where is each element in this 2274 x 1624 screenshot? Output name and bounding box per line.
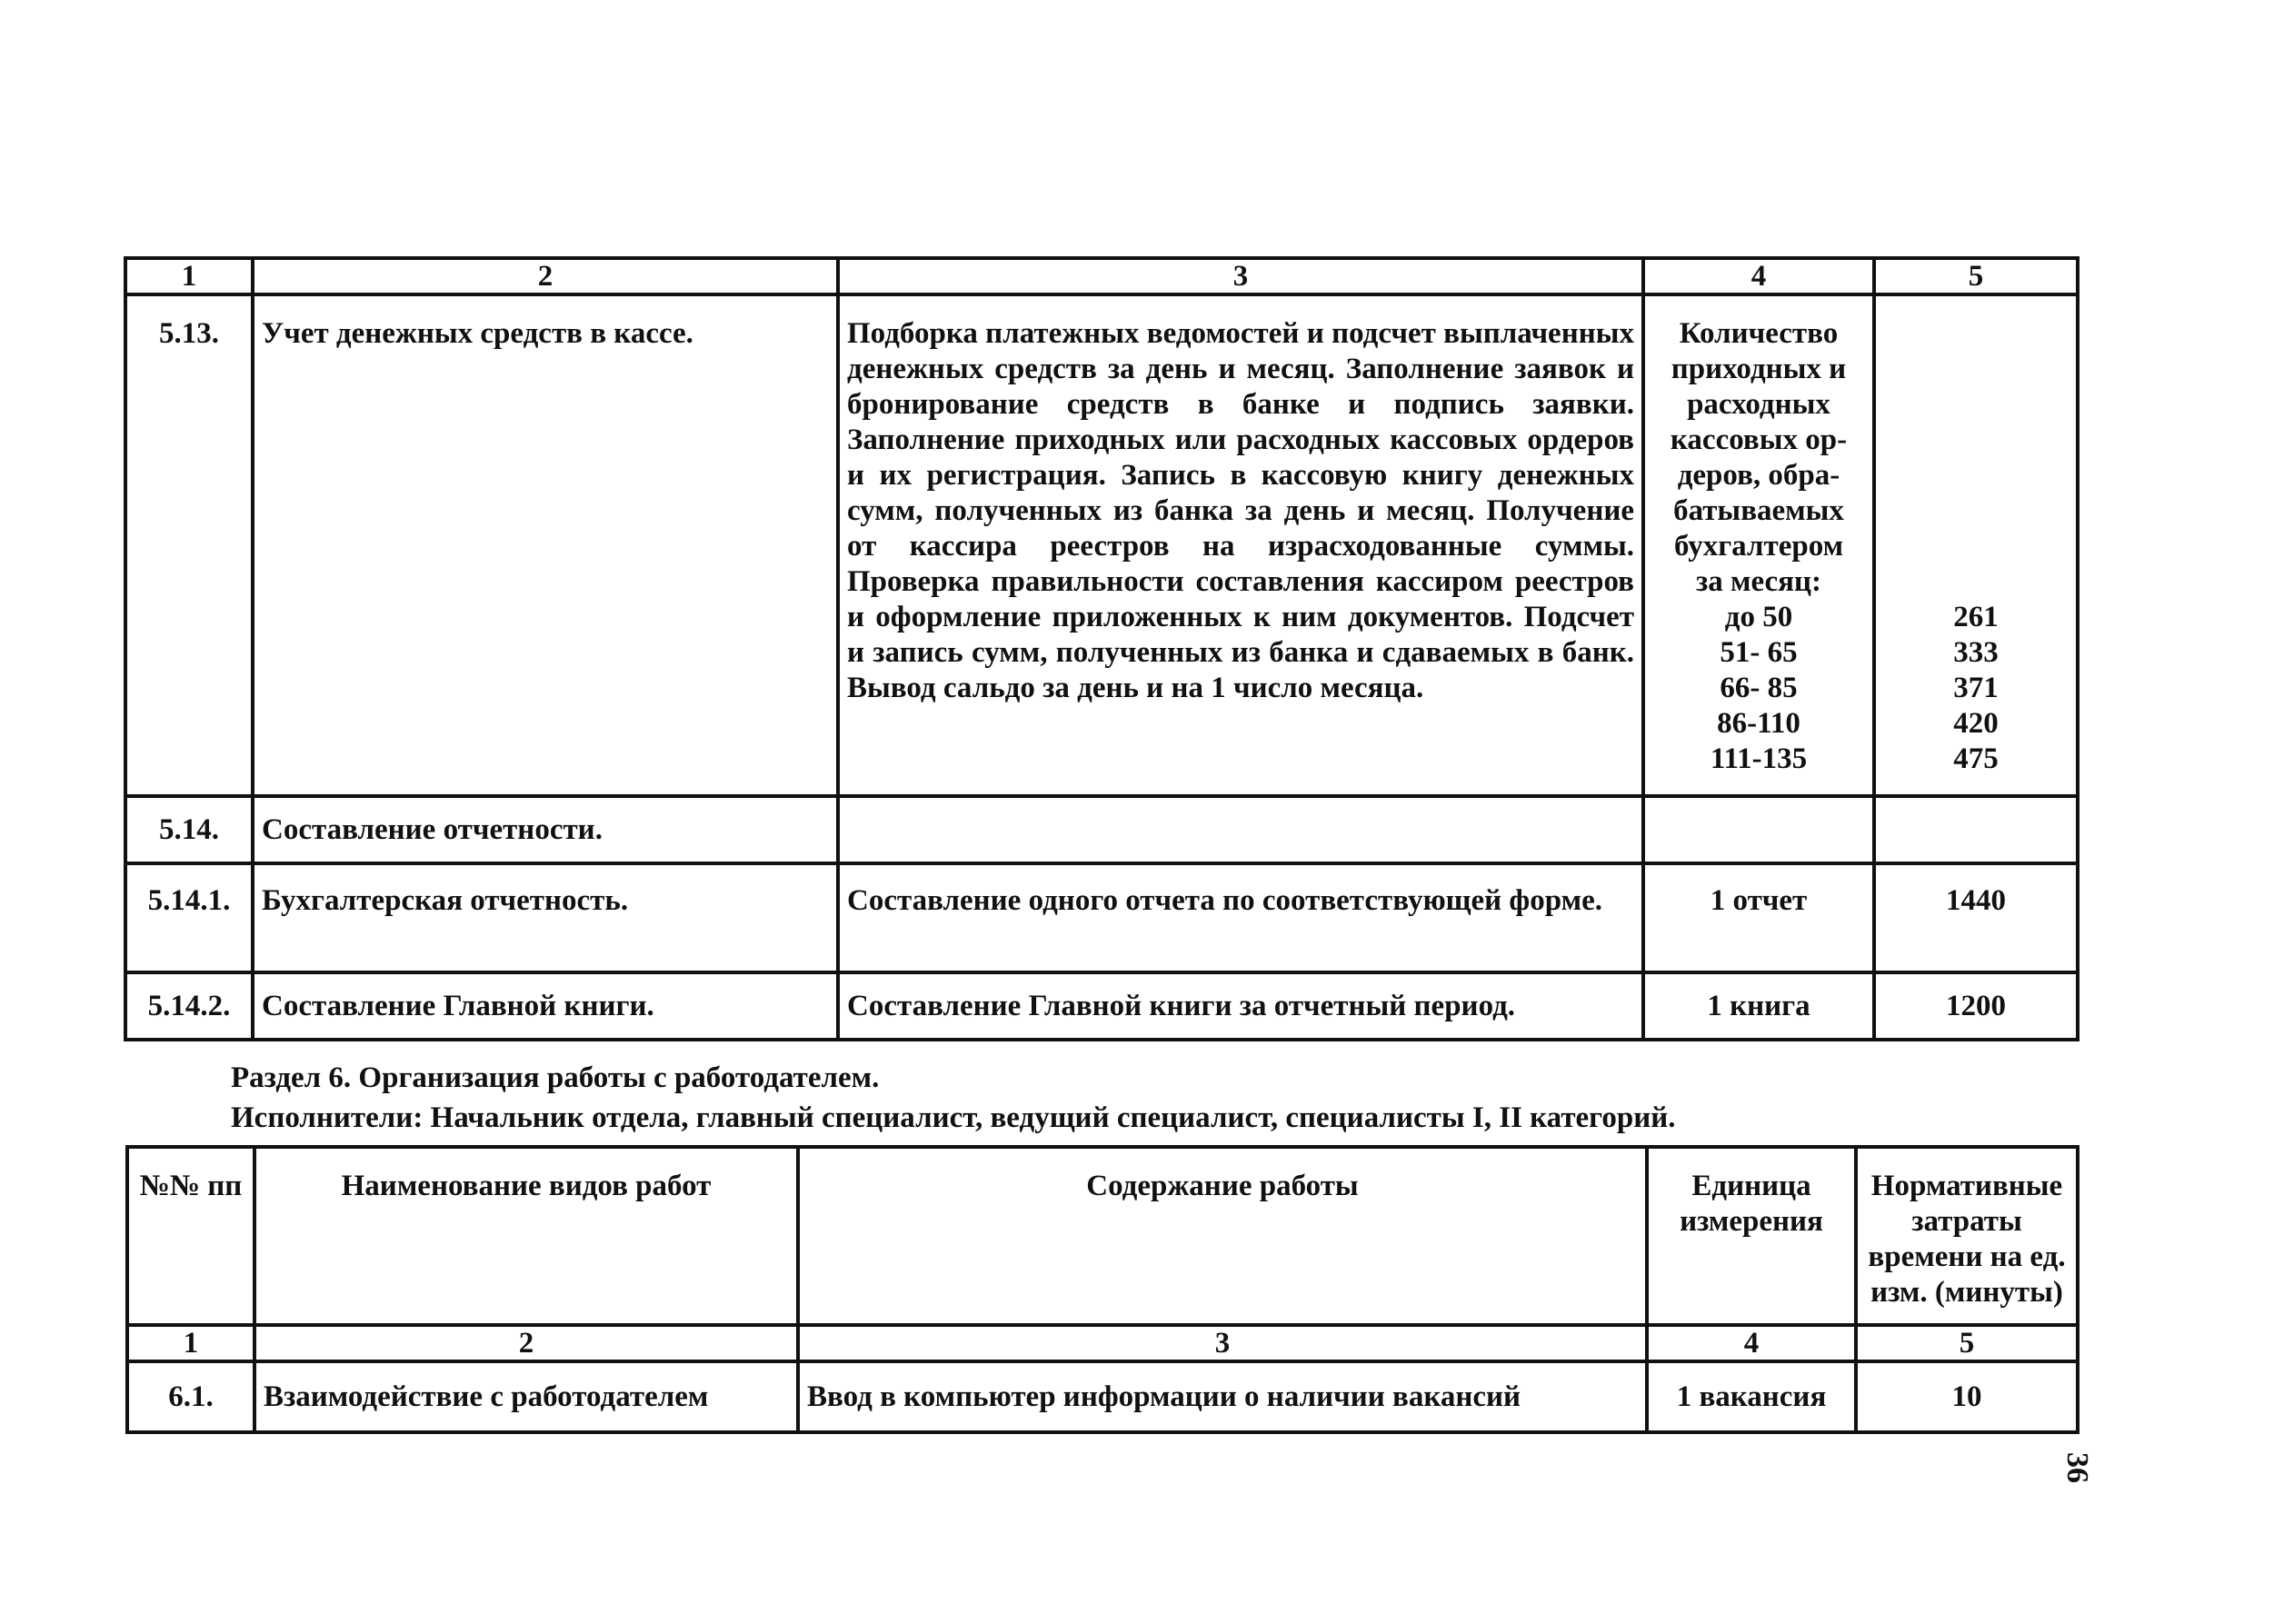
column-number-row [127,1325,2078,1361]
row-number: 5.14. [125,796,253,863]
norm-value: 371 [1953,672,1999,704]
column-number: 2 [254,1325,798,1361]
work-name: Бухгалтерская отчетность. [253,863,838,972]
work-content: Составление одного отчета по соответствующей форме. [838,863,1643,972]
unit-line: 66- 85 [1720,672,1798,704]
row-number: 6.1. [127,1361,254,1432]
unit-of-measure [1643,796,1874,863]
work-name: Составление Главной книги. [253,972,838,1040]
table-row [127,1361,2078,1432]
column-number: 1 [127,1325,254,1361]
table-row [125,796,2078,863]
unit-of-measure: 1 вакансия [1647,1361,1856,1432]
norm-value: 420 [1953,707,1999,740]
unit-line: за месяц: [1695,565,1822,598]
work-name: Составление отчетности. [253,796,838,863]
section-heading [231,1058,1675,1138]
unit-line: расходных [1687,388,1830,421]
unit-of-measure: 1 отчет [1643,863,1874,972]
work-content: Ввод в компьютер информации о наличии вакансий [798,1361,1647,1432]
norm-value: 261 [1953,601,1999,633]
work-content: Составление Главной книги за отчетный период. [838,972,1643,1040]
unit-line: 86-110 [1717,707,1800,740]
unit-line: до 50 [1724,601,1793,633]
unit-line: кассовых ор- [1670,423,1848,456]
work-name: Взаимодействие с работодателем [254,1361,798,1432]
table-row [125,863,2078,972]
unit-line: бухгалтером [1673,530,1844,563]
column-number: 2 [253,258,838,294]
header-unit: Единица измерения [1647,1147,1856,1325]
unit-line: 51- 65 [1720,636,1798,669]
unit-line: 111-135 [1710,742,1808,775]
time-norm: 1200 [1874,972,2078,1040]
row-number: 5.14.1. [125,863,253,972]
header-number: №№ пп [127,1147,254,1325]
norms-table-section-5 [124,256,2080,1041]
table-row [125,972,2078,1040]
norm-value: 475 [1953,742,1999,775]
column-number: 4 [1643,258,1874,294]
unit-line: приходных и [1671,353,1847,385]
time-norm: 10 [1856,1361,2078,1432]
header-time-norm: Нормативные затраты времени на ед. изм. (минуты) [1856,1147,2078,1325]
unit-line: Количество [1679,317,1839,350]
work-content: Подборка платежных ведомостей и подсчет выплаченных денежных средств за день и месяц. Заполнение заявок и бронирование средств в банке и подпись заявки. Заполнение приходных или расходных кассовых ордеров и их регистрация. Запись в кассовую книгу денежных сумм, полученных из банка за день и месяц. Получение от кассира реестров на израсходованные суммы. Проверка правильности составления кассиром реестров и оформление приложенных к ним документов. Подсчет и запись сумм, полученных из банка и сдаваемых в банк. Вывод сальдо за день и на 1 число месяца. [838,294,1643,796]
norms-table-section-6 [125,1145,2080,1434]
section-title: Раздел 6. Организация работы с работодателем. [231,1061,880,1094]
column-number: 3 [798,1325,1647,1361]
table-row [125,294,2078,796]
time-norm: 1440 [1874,863,2078,972]
unit-of-measure: 1 книга [1643,972,1874,1040]
column-number: 5 [1874,258,2078,294]
section-executors: Исполнители: Начальник отдела, главный специалист, ведущий специалист, специалисты I, II категорий. [231,1101,1676,1134]
work-content [838,796,1643,863]
column-number: 4 [1647,1325,1856,1361]
table-header-row [127,1147,2078,1325]
column-number: 5 [1856,1325,2078,1361]
column-number: 3 [838,258,1643,294]
column-number-row [125,258,2078,294]
header-work-content: Содержание работы [798,1147,1647,1325]
norm-value: 333 [1953,636,1999,669]
column-number: 1 [125,258,253,294]
unit-line: деров, обра- [1677,459,1840,492]
row-number: 5.14.2. [125,972,253,1040]
unit-of-measure [1643,294,1874,796]
time-norm [1874,796,2078,863]
header-work-name: Наименование видов работ [254,1147,798,1325]
time-norm [1874,294,2078,796]
page-number: 36 [2060,1452,2094,1483]
unit-line: батываемых [1673,494,1844,527]
work-name: Учет денежных средств в кассе. [253,294,838,796]
row-number: 5.13. [125,294,253,796]
